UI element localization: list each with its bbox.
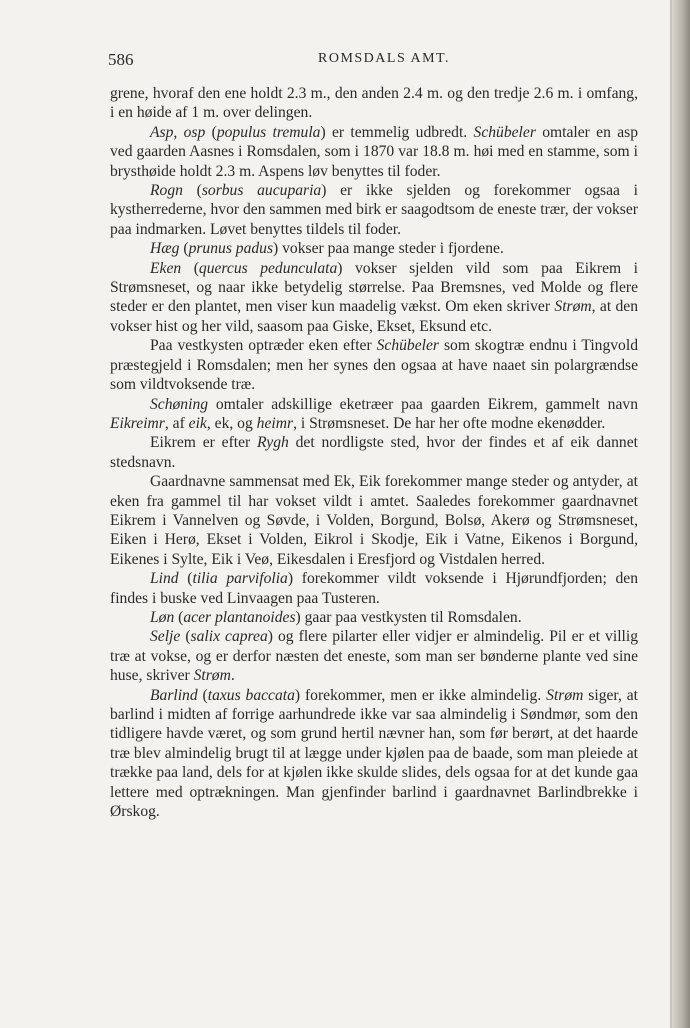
- paragraph: Rogn (sorbus aucuparia) er ikke sjelden og forekommer ogsaa i kystherrederne, hvor den sammen med birk er saagodtsom de eneste trær, der vokser paa indmarken. Løvet benyttes tildels til foder.: [110, 182, 638, 238]
- paragraph: Paa vestkysten optræder eken efter Schübeler som skogtræ endnu i Tingvold præstegjeld i Romsdalen; men her synes den ogsaa at have naaet sin polargrændse som vildtvoksende træ.: [110, 337, 638, 394]
- page-header: [108, 50, 638, 72]
- paragraph: Eikrem er efter Rygh det nordligste sted, hvor der findes et af eik dannet stedsnavn.: [110, 434, 638, 471]
- running-title: ROMSDALS AMT.: [318, 51, 451, 66]
- paragraph: Hæg (prunus padus) vokser paa mange steder i fjordene.: [150, 240, 504, 258]
- paragraph: Gaardnavne sammensat med Ek, Eik forekommer mange steder og antyder, at eken fra gammel til har vokset vildt i amtet. Saaledes forekommer gaardnavnet Eikrem i Vannelven og Søvde, i Volden, Borgund, Bolsø, Akerø og Strømsneset, Eiken i Herø, Ekset i Volden, Eikrol i Skodje, Eik i Vatne, Eikenos i Borgund, Eikenes i Sylte, Eik i Veø, Eikesdalen i Eresfjord og Vistdalen herred.: [110, 473, 638, 568]
- paragraph: Selje (salix caprea) og flere pilarter eller vidjer er almindelig. Pil er et villig træ at vokse, og er derfor næsten det eneste, som man ser bønderne plante ved sine huse, skriver Strøm.: [110, 628, 638, 685]
- page-edge: [672, 0, 690, 1028]
- paragraph: Schøning omtaler adskillige eketræer paa gaarden Eikrem, gammelt navn Eikreimr, af eik, ek, og heimr, i Strømsneset. De har her ofte modne ekenødder.: [110, 395, 638, 432]
- paragraph: Barlind (taxus baccata) forekommer, men er ikke almindelig. Strøm siger, at barlind i midten af forrige aarhundrede ikke var saa almindelig i Søndmør, som den tidligere havde været, og som grund hertil nævner han, som før berørt, at det haarde træ blev almindelig brugt til at lægge under kjølen paa de baade, som man pleiede at trække paa land, dels for at kjølen ikke skulde slides, dels ogsaa for at det kunde gaa lettere med optrækningen. Man gjenfinder barlind i gaardnavnet Barlindbrekke i Ørskog.: [110, 686, 639, 821]
- paragraph: Løn (acer plantanoides) gaar paa vestkysten til Romsdalen.: [150, 608, 522, 626]
- page-number: 586: [108, 50, 134, 69]
- body-text: [110, 84, 638, 821]
- paragraph: grene, hvoraf den ene holdt 2.3 m., den anden 2.4 m. og den tredje 2.6 m. i omfang, i en høide af 1 m. over delingen.: [110, 85, 638, 122]
- paragraph: Eken (quercus pedunculata) vokser sjelden vild som paa Eikrem i Strømsneset, og naar ikke betydelig størrelse. Paa Bremsnes, ved Molde og flere steder er den plantet, men viser kun maadelig vækst. Om eken skriver Strøm, at den vokser hist og her vild, saasom paa Giske, Ekset, Eksund etc.: [110, 259, 638, 335]
- paragraph: Lind (tilia parvifolia) forekommer vildt voksende i Hjørundfjorden; den findes i buske ved Linvaagen paa Tusteren.: [110, 570, 638, 607]
- paragraph: Asp, osp (populus tremula) er temmelig udbredt. Schübeler omtaler en asp ved gaarden Aasnes i Romsdalen, som i 1870 var 18.8 m. høi med en stamme, som i brysthøide holdt 2.3 m. Aspens løv benyttes til foder.: [110, 123, 639, 180]
